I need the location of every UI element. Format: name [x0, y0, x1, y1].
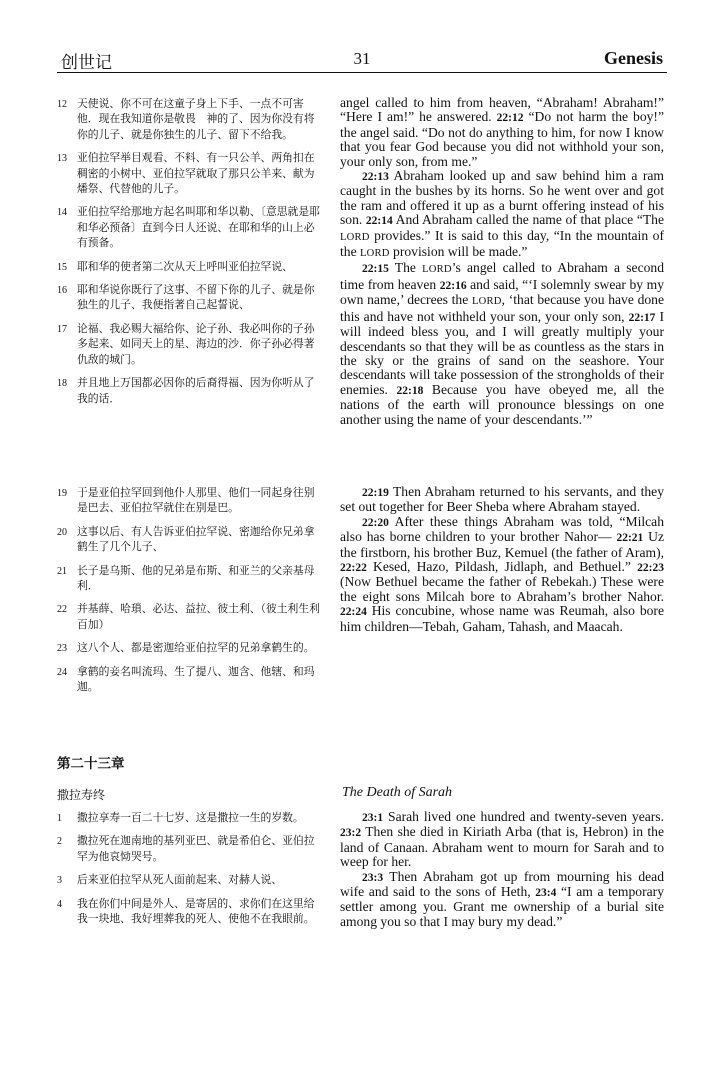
verse-number: 24 — [57, 666, 67, 678]
verse-text: 后来亚伯拉罕从死人面前起来、对赫人说、 — [77, 873, 283, 887]
verse-number: 20 — [57, 526, 67, 538]
verse-reference: 22:14 — [365, 215, 393, 228]
english-paragraph — [340, 169, 664, 261]
english-paragraph — [340, 515, 664, 634]
verse-text: 撒拉享寿一百二十七岁、这是撒拉一生的岁数。 — [77, 811, 304, 824]
english-paragraph — [340, 96, 664, 169]
chinese-verse — [57, 833, 322, 864]
verse-text: 并且地上万国都必因你的后裔得福、因为你听从了我的话． — [77, 376, 315, 405]
verse-text: 拿鹤的妾名叫流玛、生了提八、迦含、他辖、和玛迦。 — [77, 664, 315, 694]
book-title-english: Genesis — [603, 48, 663, 68]
verse-number: 16 — [57, 285, 67, 297]
chinese-verse — [57, 150, 322, 196]
verse-reference: 23:3 — [362, 871, 384, 884]
verse-text: “Do not harm the boy!” the angel said. “Do not do anything to him, for now I know that you fear God because you did not withhold your son, your only son, from me.” — [340, 109, 664, 169]
chinese-verse — [57, 96, 322, 142]
verse-number: 14 — [57, 207, 67, 219]
verse-reference: 23:1 — [362, 812, 384, 824]
verse-number: 13 — [57, 153, 67, 165]
verse-reference: 22:24 — [340, 606, 367, 619]
verse-reference: 22:17 — [628, 311, 656, 324]
verse-reference: 22:21 — [616, 532, 644, 545]
chinese-verses-block-2 — [57, 485, 322, 702]
chinese-verse — [57, 321, 322, 367]
verse-text: 并基薛、哈瑣、必达、益拉、彼土利、（彼土利生利百加） — [77, 602, 320, 631]
english-paragraph — [340, 261, 664, 426]
verse-text: 亚伯拉罕举目观看、不料、有一只公羊、两角扣在稠密的小树中、亚伯拉罕就取了那只公羊来、献为燔祭、代替他的儿子。 — [77, 151, 315, 196]
chapter-heading: 第二十三章 — [57, 756, 125, 772]
verse-text: 亚伯拉罕给那地方起名叫耶和华以勒、〔意思就是耶和华必预备〕直到今日人还说、在耶和华的山上必有预备。 — [77, 205, 320, 250]
chinese-verse — [57, 375, 322, 406]
verse-text: Sarah lived one hundred and twenty-seven years. — [383, 809, 664, 824]
verse-reference: 23:2 — [340, 827, 362, 840]
verse-number: 1 — [57, 813, 62, 824]
verse-text: Then she died in Kiriath Arba (that is, Hebron) in the land of Canaan. Abraham went to mourn for Sarah and to weep for her. — [340, 824, 664, 870]
chinese-verse — [57, 872, 322, 887]
chinese-verse — [57, 664, 322, 695]
english-paragraph — [340, 485, 664, 515]
verse-text: Then Abraham returned to his servants, and they set out together for Beer Sheba where Abraham stayed. — [340, 484, 664, 515]
verse-text: 撒拉死在迦南地的基列亚巴、就是希伯仑、亚伯拉罕为他哀恸哭号。 — [77, 834, 315, 863]
page-number: 31 — [353, 49, 371, 68]
verse-text: His concubine, whose name was Reumah, also bore him children—Tebah, Gaham, Tahash, and Maacah. — [340, 603, 664, 634]
verse-text: 这事以后、有人告诉亚伯拉罕说、密迦给你兄弟拿鹤生了几个儿子、 — [77, 524, 315, 554]
verse-text: Then Abraham got up from mourning his dead wife and said to the sons of Heth, — [340, 868, 664, 900]
chinese-verses-block-3 — [57, 810, 322, 934]
chinese-verse — [57, 640, 322, 655]
verse-text: (Now Bethuel became the father of Rebekah.) These were the eight sons Milcah bore to Abraham’s brother Nahor. — [340, 574, 664, 604]
chinese-verse — [57, 563, 322, 594]
verse-text: I will indeed bless you, and I will greatly multiply your descendants so that they will be as countless as the stars in the sky or the grains of sand on the seashore. Your descendants will take possession of the strongholds of their enemies. — [340, 308, 664, 397]
verse-text: 于是亚伯拉罕回到他仆人那里、他们一同起身往别是巴去、亚伯拉罕就住在别是巴。 — [77, 486, 315, 515]
verse-text: The — [388, 260, 423, 276]
verse-reference: 22:18 — [396, 384, 424, 397]
verse-text: Because you have obeyed me, all the nations of the earth will pronounce blessings on one another using the name of your descendants.’” — [340, 381, 664, 427]
verse-text: Abraham looked up and saw behind him a ram caught in the bushes by its horns. So he went over and got the ram and offered it up as a burnt offering instead of his son. — [340, 168, 664, 228]
verse-text: Kesed, Hazo, Pildash, Jidlaph, and Bethuel.” — [366, 559, 638, 575]
verse-text: 天使说、你不可在这童子身上下手、一点不可害他．现在我知道你是敬畏 神的了、因为你没有将你的儿子、就是你独生的儿子、留下不给我。 — [77, 97, 315, 141]
verse-text: 这八个人、都是密迦给亚伯拉罕的兄弟拿鹤生的。 — [77, 641, 315, 655]
verse-text: And Abraham called the name of that place “The — [392, 212, 664, 228]
verse-number: 3 — [57, 875, 62, 887]
verse-reference: 22:20 — [362, 516, 389, 529]
verse-number: 22 — [57, 604, 67, 616]
chinese-verse — [57, 259, 322, 274]
book-title-chinese: 创世记 — [61, 53, 112, 73]
english-verses-block-3 — [340, 810, 664, 929]
divine-name: LORD — [471, 296, 502, 308]
verse-number: 19 — [57, 488, 67, 499]
english-verses-block-1 — [340, 96, 664, 427]
chinese-verses-block-1 — [57, 96, 322, 414]
page-header — [57, 42, 667, 73]
verse-text: provision will be made.” — [389, 244, 528, 260]
verse-number: 2 — [57, 836, 62, 848]
verse-reference: 22:22 — [340, 562, 367, 575]
verse-number: 4 — [57, 898, 62, 910]
chinese-verse — [57, 601, 322, 632]
verse-reference: 23:4 — [535, 887, 557, 900]
section-title-english: The Death of Sarah — [342, 785, 453, 800]
verse-text: 耶和华的使者第二次从天上呼叫亚伯拉罕说、 — [77, 259, 293, 273]
chinese-verse — [57, 204, 322, 250]
verse-reference: 22:15 — [362, 263, 389, 276]
verse-number: 12 — [57, 99, 67, 110]
english-paragraph — [340, 810, 664, 870]
verse-text: 论福、我必赐大福给你、论子孙、我必叫你的子孙多起来、如同天上的星、海边的沙．你子孙必得著仇敌的城门。 — [77, 321, 315, 366]
verse-text: 耶和华说你既行了这事、不留下你的儿子、就是你独生的儿子、我便指著自己起誓说、 — [77, 283, 315, 312]
verse-text: “I am a temporary settler among you. Grant me ownership of a burial site among you so that I may bury my dead.” — [340, 884, 664, 929]
verse-number: 17 — [57, 323, 67, 335]
verse-text: Uz the firstborn, his brother Buz, Kemuel (the father of Aram), — [340, 529, 664, 560]
verse-reference: 22:13 — [362, 171, 389, 184]
verse-text: , ‘that because you have done this and have not withheld your son, your only son, — [340, 292, 665, 324]
verse-reference: 22:19 — [362, 487, 389, 499]
divine-name: LORD — [360, 248, 390, 260]
verse-number: 23 — [57, 643, 67, 655]
verse-number: 21 — [57, 565, 67, 577]
english-verses-block-2 — [340, 485, 664, 634]
verse-text: ’s angel called to Abraham a second time from heaven — [340, 260, 665, 292]
english-paragraph — [340, 870, 664, 930]
verse-reference: 22:12 — [496, 112, 524, 125]
verse-text: After these things Abraham was told, “Milcah also has borne children to your brother Nahor— — [340, 513, 664, 545]
chinese-verse — [57, 896, 322, 927]
chinese-verse — [57, 485, 322, 516]
verse-text: provides.” It is said to this day, “In the mountain of the — [340, 227, 664, 260]
verse-text: angel called to him from heaven, “Abraham! Abraham!” “Here I am!” he answered. — [340, 95, 664, 125]
verse-text: 长子是乌斯、他的兄弟是布斯、和亚兰的父亲基母利． — [77, 563, 315, 593]
verse-number: 18 — [57, 378, 67, 390]
verse-reference: 22:16 — [439, 279, 467, 292]
verse-reference: 22:23 — [637, 562, 664, 575]
verse-text: 我在你们中间是外人、是寄居的、求你们在这里给我一块地、我好埋葬我的死人、使他不在我眼前。 — [77, 896, 315, 926]
divine-name: LORD — [340, 231, 370, 243]
chinese-verse — [57, 810, 322, 825]
chinese-verse — [57, 282, 322, 313]
verse-number: 15 — [57, 261, 67, 273]
chinese-verse — [57, 524, 322, 555]
section-title-chinese: 撒拉寿终 — [57, 788, 106, 802]
divine-name: LORD — [422, 264, 452, 276]
verse-text: and said, “‘I solemnly swear by my own name,’ decrees the — [340, 276, 664, 308]
